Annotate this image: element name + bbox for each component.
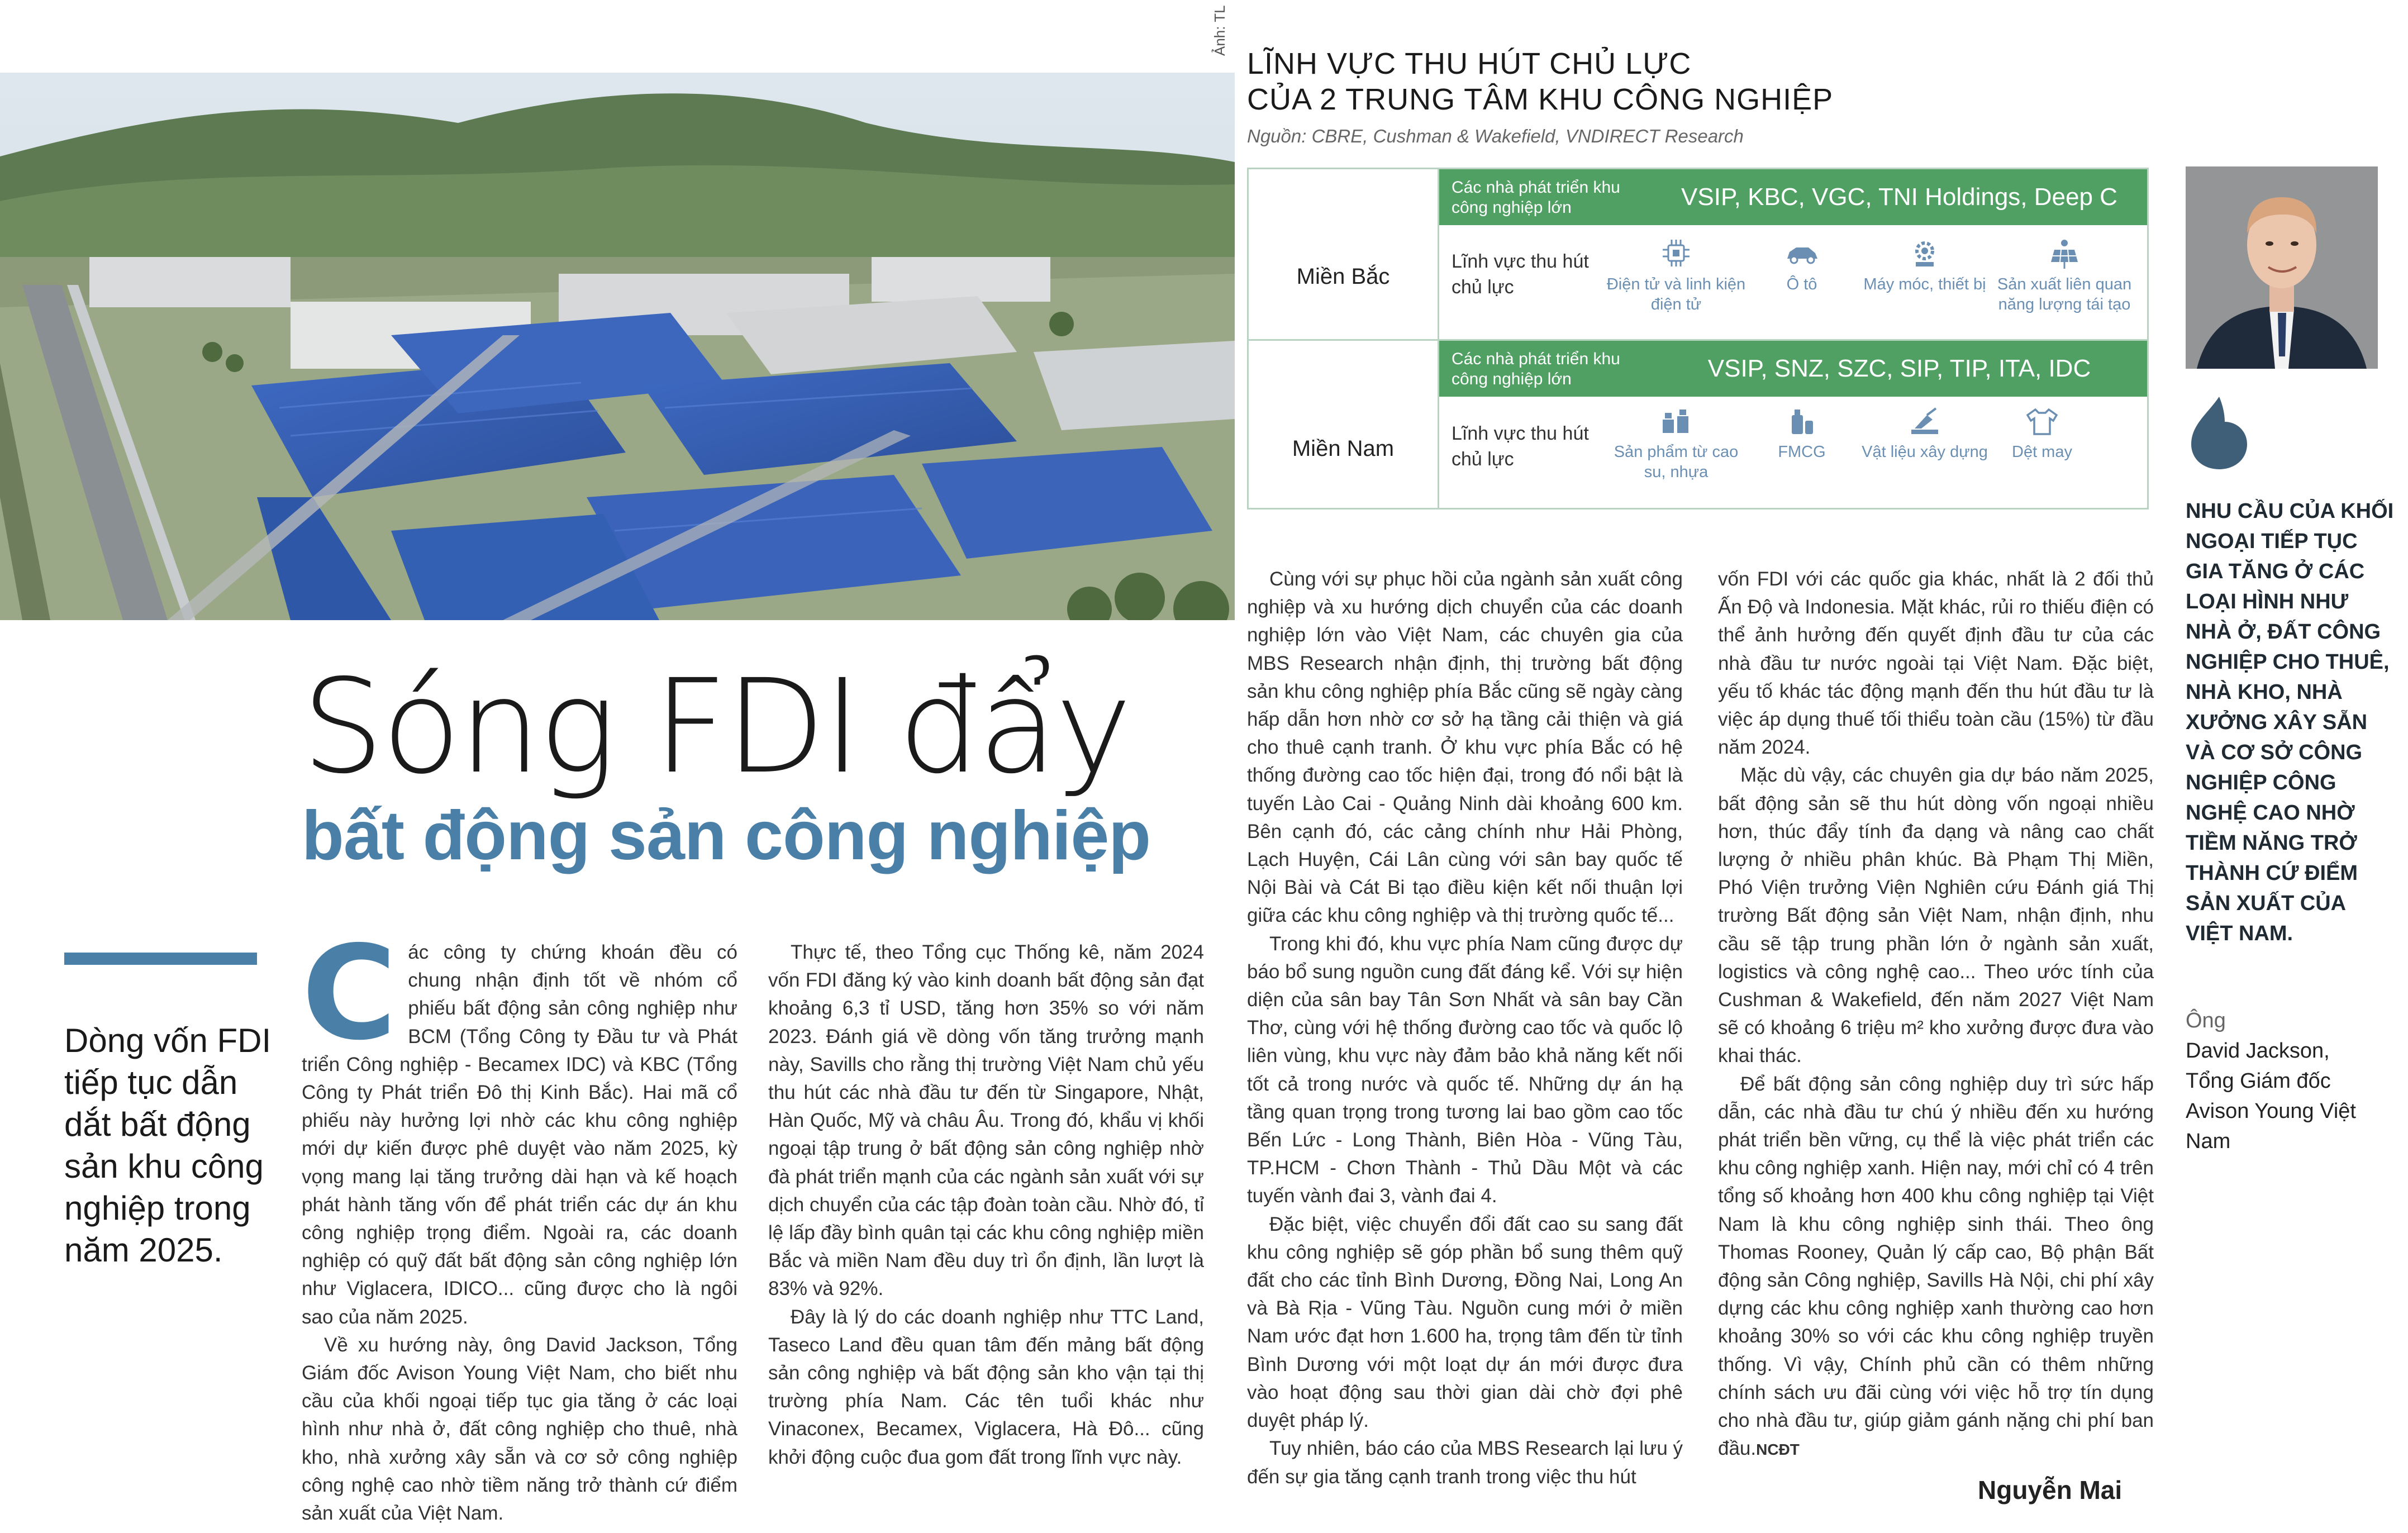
paragraph-text: Để bất động sản công nghiệp duy trì sức hấp dẫn, các nhà đầu tư chú ý nhiều đến xu hướng phát triển bền vững, cụ thể là việc phát triển các khu công nghiệp xanh. Hiện nay, mới chỉ có 4 trên tổng số khoảng hơn 400 khu công nghiệp tại Việt Nam là khu công nghiệp sinh thái. Theo ông Thomas Rooney, Quản lý cấp cao, Bộ phận Bất động sản Công nghiệp, Savills Hà Nội, chi phí xây dựng các khu công nghiệp xanh thường cao hơn khoảng 30% so với các khu công nghiệp truyền thống. Vì vậy, Chính phủ cần có thêm những chính sách ưu đãi cùng với việc hỗ trợ tín dụng cho nhà đầu tư, giúp giảm gánh nặng chi phí ban đầu. [1718,1073,2154,1460]
article-headline [302,651,1218,875]
fmcg-icon [1784,405,1820,437]
speaker-honorific: Ông [2186,1009,2226,1032]
body-paragraph: Đây là lý do các doanh nghiệp như TTC Land, Taseco Land đều quan tâm đến mảng bất động sản công nghiệp và bất động sản kho vận tại thị trường phía Nam. Các tên tuổi khác như Vinaconex, Becamex, Viglacera, Hà Đô... cũng khởi động cuộc đua gom đất trong lĩnh vực này. [768,1306,1204,1468]
developers-label: Các nhà phát triển khu công nghiệp lớn [1452,178,1620,217]
north-field-label: Lĩnh vực thu hút chủ lực [1452,251,1589,298]
infographic-source: Nguồn: CBRE, Cushman & Wakefield, VNDIRECT Research [1247,126,1744,146]
body-paragraph: Về xu hướng này, ông David Jackson, Tổng Giám đốc Avison Young Việt Nam, cho biết nhu cầu của khối ngoại tiếp tục gia tăng ở các loại hình như nhà ở, đất công nghiệp cho thuê, nhà kho, nhà xưởng xây sẵn và cơ sở công nghiệp công nghệ cao nhờ tiềm năng trở thành cứ điểm sản xuất của Việt Nam. [302,1334,737,1525]
rubber-plastic-icon [1658,405,1694,437]
body-paragraph: Mặc dù vậy, các chuyên gia dự báo năm 2025, bất động sản sẽ thu hút dòng vốn ngoại nhiều hơn, thúc đẩy tính đa dạng và nâng cao chất lượng ở nhiều phân khúc. Bà Phạm Thị Miền, Phó Viện trưởng Viện Nghiên cứu Đánh giá Thị trường Bất động sản Việt Nam, nhận định, nhu cầu sẽ tập trung phần lớn ở ngành sản xuất, logistics và công nghệ cao... Theo ước tính của Cushman & Wakefield, đến năm 2027 Việt Nam sẽ có khoảng 6 triệu m² kho xưởng được đưa vào khai thác. [1718,764,2154,1067]
item-label: Vật liệu xây dựng [1862,443,1988,461]
body-paragraph: Trong khi đó, khu vực phía Nam cũng được dự báo bổ sung nguồn cung đất đáng kể. Với sự hiện diện của sân bay Tân Sơn Nhất và sân bay Cần Thơ, cùng với hệ thống đường cao tốc và quốc lộ liên vùng, khu vực này đảm bảo khả năng kết nối tốt cả trong nước và quốc tế. Những dự án hạ tầng quan trọng trong tương lai bao gồm cao tốc Bến Lức - Long Thành, Biên Hòa - Vũng Tàu, TP.HCM - Chơn Thành - Thủ Dầu Một và các tuyến vành đai 3, vành đai 4. [1247,932,1683,1207]
item-label: Dệt may [2012,443,2072,461]
pull-quote: NHU CẦU CỦA KHỐI NGOẠI TIẾP TỤC GIA TĂNG Ở CÁC LOẠI HÌNH NHƯ NHÀ Ở, ĐẤT CÔNG NGHIỆP CHO THUÊ, NHÀ KHO, NHÀ XƯỞNG XÂY SẴN VÀ CƠ SỞ CÔNG NGHIỆP CÔNG NGHỆ CAO NHỜ TIỀM NĂNG TRỞ THÀNH CỨ ĐIỂM SẢN XUẤT CỦA VIỆT NAM. [2186,499,2394,945]
item-label: Máy móc, thiết bị [1863,275,1986,293]
headline-line-2: bất động sản công nghiệp [302,797,1151,874]
north-item-renewable [1992,237,2137,315]
paragraph-text: ác công ty chứng khoán đều có chung nhận định tốt về nhóm cổ phiếu bất động sản công nghiệp như BCM (Tổng Công ty Đầu tư và Phát triển Công nghiệp - Becamex IDC) và KBC (Tổng Công ty Phát triển Đô thị Kinh Bắc). Hai mã cổ phiếu này hưởng lợi nhờ các khu công nghiệp mới dự kiến được phê duyệt vào năm 2025, kỳ vọng mang lại tăng trưởng dài hạn và kế hoạch phát hành tăng vốn để phát triển các dự án khu công nghiệp trọng điểm. Ngoài ra, các doanh nghiệp có quỹ đất bất động sản công nghiệp lớn như Viglacera, IDICO... cũng được cho là ngôi sao của năm 2025. [302,941,737,1328]
portrait-illustration [2186,166,2378,369]
body-paragraph [1718,1070,2154,1464]
region-south: Miền Nam [1292,436,1395,461]
speaker-title-1: Tổng Giám đốc [2186,1069,2331,1093]
author-name: Nguyễn Mai [1978,1475,2123,1505]
body-column-2 [768,939,1204,1472]
south-developers-list: VSIP, SNZ, SZC, SIP, TIP, ITA, IDC [1707,355,2091,382]
speaker-title-2: Avison Young Việt Nam [2186,1099,2356,1153]
north-item-machinery [1852,237,1997,294]
source-sign: NCĐT [1756,1441,1800,1459]
item-label: Ô tô [1786,275,1817,293]
body-column-3 [1247,565,1683,1491]
textile-icon [2024,405,2060,437]
developers-label: Các nhà phát triển khu công nghiệp lớn [1452,350,1620,388]
infographic-title [1247,46,1833,117]
item-label: Điện tử và linh kiện điện tử [1606,275,1746,313]
south-item-textile [1969,405,2115,462]
body-column-4 [1718,565,2154,1464]
south-developers-banner [1439,341,2147,397]
body-paragraph [302,918,737,1331]
industrial-park-aerial-photo [0,73,1235,620]
body-paragraph: Thực tế, theo Tổng cục Thống kê, năm 2024 vốn FDI đăng ký vào kinh doanh bất động sản đạt khoảng 6,3 tỉ USD, tăng hơn 35% so với năm 2023. Đánh giá về dòng vốn tăng trưởng mạnh này, Savills cho rằng thị trường Việt Nam chủ yếu thu hút các nhà đầu tư đến từ Singapore, Nhật, Hàn Quốc, Mỹ và châu Âu. Trong đó, khẩu vị khối ngoại tập trung ở bất động sản công nghiệp nhờ đà phát triển mạnh của các ngành sản xuất với sự dịch chuyển của các tập đoàn toàn cầu. Nhờ đó, tỉ lệ lấp đầy bình quân tại các khu công nghiệp miền Bắc và miền Nam đều duy trì ổn định, lần lượt là 83% và 92%. [768,941,1204,1300]
lead-accent-bar [64,953,257,965]
body-paragraph: Cùng với sự phục hồi của ngành sản xuất công nghiệp và xu hướng dịch chuyển của các doanh nghiệp lớn vào Việt Nam, các chuyên gia của MBS Research nhận định, thị trường bất động sản khu công nghiệp phía Bắc cũng sẽ ngày càng hấp dẫn hơn nhờ cơ sở hạ tầng cải thiện và giá cho thuê cạnh tranh. Ở khu vực phía Bắc có hệ thống đường cao tốc hiện đại, trong đó nổi bật là tuyến Lào Cai - Quảng Ninh dài khoảng 600 km. Bên cạnh đó, các cảng chính như Hải Phòng, Lạch Huyện, Cái Lân cùng với sân bay quốc tế Nội Bài và Cát Bi tạo điều kiện kết nối thuận lợi giữa các khu công nghiệp và thị trường quốc tế... [1247,568,1683,927]
building-material-icon [1907,405,1943,437]
body-column-1 [302,918,737,1527]
item-label: FMCG [1778,443,1826,461]
drop-cap: C [302,918,397,1069]
speaker-name: David Jackson, [2186,1039,2330,1063]
car-icon [1784,237,1820,270]
solar-panel-icon [2047,237,2082,270]
chip-icon [1658,237,1694,270]
infographic-title-line-2: CỦA 2 TRUNG TÂM KHU CÔNG NGHIỆP [1247,83,1834,116]
item-label: Sản phẩm từ cao su, nhựa [1614,443,1739,481]
photo-credit: Ảnh: TL [1211,5,1228,56]
body-paragraph: vốn FDI với các quốc gia khác, nhất là 2 đối thủ Ấn Độ và Indonesia. Mặt khác, rủi ro thiếu điện có thể ảnh hưởng đến quyết định đầu tư của các nhà đầu tư nước ngoài tại Việt Nam. Đặc biệt, yếu tố khác tác động mạnh đến thu hút đầu tư là việc áp dụng thuế tối thiểu toàn cầu (15%) từ đầu năm 2024. [1718,568,2154,759]
north-item-electronics [1603,237,1749,315]
south-field-label: Lĩnh vực thu hút chủ lực [1452,423,1589,470]
infographic-table [1247,168,2149,510]
article-lead: Dòng vốn FDI tiếp tục dẫn dắt bất động sản khu công nghiệp trong năm 2025. [64,1022,272,1269]
region-north: Miền Bắc [1296,264,1390,289]
aerial-photo-illustration [0,73,1235,620]
north-developers-list: VSIP, KBC, VGC, TNI Holdings, Deep C [1681,183,2117,211]
body-paragraph: Tuy nhiên, báo cáo của MBS Research lại lưu ý đến sự gia tăng cạnh tranh trong việc thu hút [1247,1437,1683,1488]
speaker-info [2186,1006,2398,1156]
item-label: Sản xuất liên quan năng lượng tái tạo [1997,275,2132,313]
machine-gear-icon [1907,237,1943,270]
speaker-portrait [2186,166,2378,369]
headline-line-1: Sóng FDI đẩy [302,651,1130,802]
south-item-rubber-plastic [1603,405,1749,482]
north-developers-banner [1439,169,2147,225]
infographic-title-line-1: LĨNH VỰC THU HÚT CHỦ LỰC [1247,47,1692,80]
body-paragraph: Đặc biệt, việc chuyển đổi đất cao su sang đất khu công nghiệp sẽ góp phần bổ sung thêm quỹ đất cho các tỉnh Bình Dương, Đồng Nai, Long An và Bà Rịa - Vũng Tàu. Nguồn cung mới ở miền Nam ước đạt hơn 1.600 ha, trọng tâm đến từ tỉnh Bình Dương với một loạt dự án mới được đưa vào hoạt động sau thời gian dài chờ đợi phê duyệt pháp lý. [1247,1213,1683,1432]
quote-mark-icon [2186,391,2253,475]
